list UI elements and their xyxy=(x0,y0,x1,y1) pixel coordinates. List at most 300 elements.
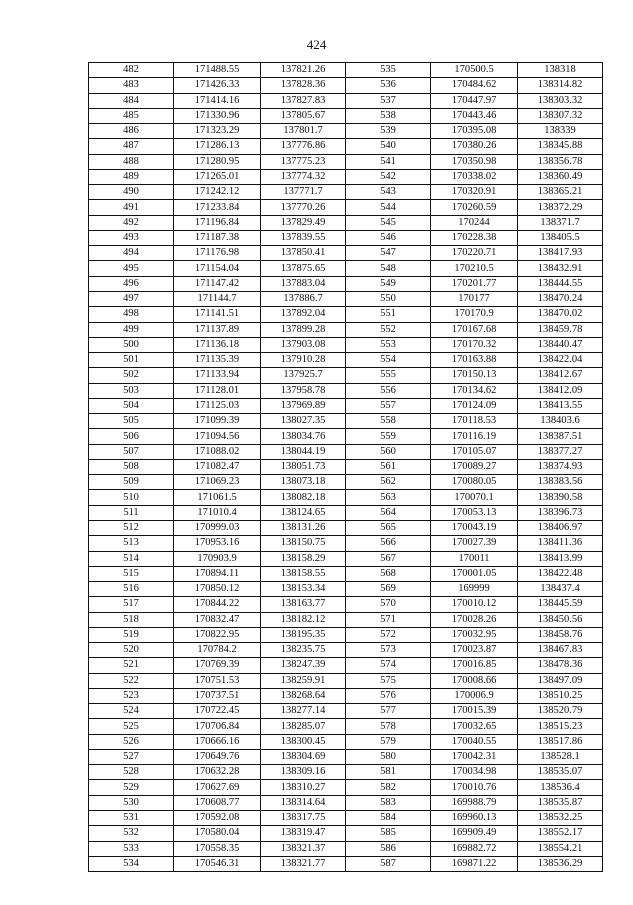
x-coordinate-cell: 170443.46 xyxy=(431,108,518,123)
coordinates-table xyxy=(88,62,603,872)
y-coordinate-cell: 137774.32 xyxy=(261,169,346,184)
point-number-cell: 509 xyxy=(89,475,174,490)
x-coordinate-cell: 170070.1 xyxy=(431,490,518,505)
table-row xyxy=(89,520,603,535)
x-coordinate-cell: 170124.09 xyxy=(431,398,518,413)
table-row xyxy=(89,322,603,337)
point-number-cell: 564 xyxy=(346,505,431,520)
point-number-cell: 495 xyxy=(89,261,174,276)
x-coordinate-cell: 171144.7 xyxy=(174,291,261,306)
table-row xyxy=(89,811,603,826)
table-row xyxy=(89,765,603,780)
table-row xyxy=(89,459,603,474)
y-coordinate-cell: 138470.02 xyxy=(518,307,603,322)
point-number-cell: 507 xyxy=(89,444,174,459)
point-number-cell: 519 xyxy=(89,627,174,642)
table-row xyxy=(89,383,603,398)
y-coordinate-cell: 137910.28 xyxy=(261,353,346,368)
y-coordinate-cell: 138304.69 xyxy=(261,749,346,764)
y-coordinate-cell: 137903.08 xyxy=(261,337,346,352)
y-coordinate-cell: 137883.04 xyxy=(261,276,346,291)
x-coordinate-cell: 171136.18 xyxy=(174,337,261,352)
point-number-cell: 506 xyxy=(89,429,174,444)
y-coordinate-cell: 138515.23 xyxy=(518,719,603,734)
page-number: 424 xyxy=(306,37,327,52)
x-coordinate-cell: 170484.62 xyxy=(431,78,518,93)
x-coordinate-cell: 170080.05 xyxy=(431,475,518,490)
x-coordinate-cell: 170751.53 xyxy=(174,673,261,688)
y-coordinate-cell: 138440.47 xyxy=(518,337,603,352)
point-number-cell: 518 xyxy=(89,612,174,627)
table-row xyxy=(89,368,603,383)
x-coordinate-cell: 170395.08 xyxy=(431,124,518,139)
x-coordinate-cell: 170043.19 xyxy=(431,520,518,535)
x-coordinate-cell: 171010.4 xyxy=(174,505,261,520)
table-row xyxy=(89,658,603,673)
x-coordinate-cell: 170953.16 xyxy=(174,536,261,551)
point-number-cell: 525 xyxy=(89,719,174,734)
point-number-cell: 483 xyxy=(89,78,174,93)
x-coordinate-cell: 170546.31 xyxy=(174,856,261,871)
table-row xyxy=(89,63,603,78)
y-coordinate-cell: 138535.07 xyxy=(518,765,603,780)
y-coordinate-cell: 137839.55 xyxy=(261,230,346,245)
point-number-cell: 514 xyxy=(89,551,174,566)
point-number-cell: 524 xyxy=(89,704,174,719)
point-number-cell: 585 xyxy=(346,826,431,841)
y-coordinate-cell: 138535.87 xyxy=(518,795,603,810)
point-number-cell: 574 xyxy=(346,658,431,673)
point-number-cell: 544 xyxy=(346,200,431,215)
y-coordinate-cell: 138478.36 xyxy=(518,658,603,673)
point-number-cell: 489 xyxy=(89,169,174,184)
y-coordinate-cell: 137899.28 xyxy=(261,322,346,337)
table-row xyxy=(89,154,603,169)
table-row xyxy=(89,566,603,581)
table-row xyxy=(89,475,603,490)
point-number-cell: 500 xyxy=(89,337,174,352)
x-coordinate-cell: 171414.16 xyxy=(174,93,261,108)
point-number-cell: 532 xyxy=(89,826,174,841)
x-coordinate-cell: 171137.89 xyxy=(174,322,261,337)
y-coordinate-cell: 138417.93 xyxy=(518,246,603,261)
point-number-cell: 565 xyxy=(346,520,431,535)
y-coordinate-cell: 138034.76 xyxy=(261,429,346,444)
y-coordinate-cell: 138413.99 xyxy=(518,551,603,566)
x-coordinate-cell: 171135.39 xyxy=(174,353,261,368)
point-number-cell: 545 xyxy=(346,215,431,230)
y-coordinate-cell: 137821.26 xyxy=(261,63,346,78)
x-coordinate-cell: 170028.26 xyxy=(431,612,518,627)
point-number-cell: 511 xyxy=(89,505,174,520)
point-number-cell: 555 xyxy=(346,368,431,383)
x-coordinate-cell: 170627.69 xyxy=(174,780,261,795)
x-coordinate-cell: 171141.51 xyxy=(174,307,261,322)
x-coordinate-cell: 171088.02 xyxy=(174,444,261,459)
y-coordinate-cell: 138195.35 xyxy=(261,627,346,642)
x-coordinate-cell: 170350.98 xyxy=(431,154,518,169)
y-coordinate-cell: 138321.37 xyxy=(261,841,346,856)
point-number-cell: 486 xyxy=(89,124,174,139)
y-coordinate-cell: 138027.35 xyxy=(261,414,346,429)
point-number-cell: 505 xyxy=(89,414,174,429)
y-coordinate-cell: 138470.24 xyxy=(518,291,603,306)
x-coordinate-cell: 170015.39 xyxy=(431,704,518,719)
point-number-cell: 499 xyxy=(89,322,174,337)
y-coordinate-cell: 138497.09 xyxy=(518,673,603,688)
y-coordinate-cell: 138374.93 xyxy=(518,459,603,474)
x-coordinate-cell: 170244 xyxy=(431,215,518,230)
x-coordinate-cell: 171082.47 xyxy=(174,459,261,474)
y-coordinate-cell: 138412.09 xyxy=(518,383,603,398)
table-row xyxy=(89,169,603,184)
y-coordinate-cell: 138412.67 xyxy=(518,368,603,383)
x-coordinate-cell: 170053.13 xyxy=(431,505,518,520)
y-coordinate-cell: 138532.25 xyxy=(518,811,603,826)
x-coordinate-cell: 170040.55 xyxy=(431,734,518,749)
y-coordinate-cell: 138124.65 xyxy=(261,505,346,520)
x-coordinate-cell: 170784.2 xyxy=(174,643,261,658)
point-number-cell: 567 xyxy=(346,551,431,566)
y-coordinate-cell: 138235.75 xyxy=(261,643,346,658)
point-number-cell: 533 xyxy=(89,841,174,856)
table-row xyxy=(89,719,603,734)
x-coordinate-cell: 170027.39 xyxy=(431,536,518,551)
table-row xyxy=(89,734,603,749)
x-coordinate-cell: 170118.53 xyxy=(431,414,518,429)
y-coordinate-cell: 138051.73 xyxy=(261,459,346,474)
x-coordinate-cell: 170320.91 xyxy=(431,185,518,200)
point-number-cell: 557 xyxy=(346,398,431,413)
point-number-cell: 566 xyxy=(346,536,431,551)
y-coordinate-cell: 137828.36 xyxy=(261,78,346,93)
point-number-cell: 530 xyxy=(89,795,174,810)
point-number-cell: 508 xyxy=(89,459,174,474)
y-coordinate-cell: 138413.55 xyxy=(518,398,603,413)
y-coordinate-cell: 138247.39 xyxy=(261,658,346,673)
point-number-cell: 488 xyxy=(89,154,174,169)
table-row xyxy=(89,353,603,368)
x-coordinate-cell: 170608.77 xyxy=(174,795,261,810)
y-coordinate-cell: 137776.86 xyxy=(261,139,346,154)
point-number-cell: 561 xyxy=(346,459,431,474)
x-coordinate-cell: 170163.88 xyxy=(431,353,518,368)
point-number-cell: 579 xyxy=(346,734,431,749)
y-coordinate-cell: 138536.29 xyxy=(518,856,603,871)
point-number-cell: 576 xyxy=(346,688,431,703)
x-coordinate-cell: 169999 xyxy=(431,582,518,597)
x-coordinate-cell: 170010.76 xyxy=(431,780,518,795)
point-number-cell: 549 xyxy=(346,276,431,291)
x-coordinate-cell: 170006.9 xyxy=(431,688,518,703)
y-coordinate-cell: 137892.04 xyxy=(261,307,346,322)
x-coordinate-cell: 171426.33 xyxy=(174,78,261,93)
y-coordinate-cell: 138450.56 xyxy=(518,612,603,627)
x-coordinate-cell: 170170.9 xyxy=(431,307,518,322)
y-coordinate-cell: 138158.55 xyxy=(261,566,346,581)
point-number-cell: 543 xyxy=(346,185,431,200)
y-coordinate-cell: 138396.73 xyxy=(518,505,603,520)
point-number-cell: 554 xyxy=(346,353,431,368)
x-coordinate-cell: 170089.27 xyxy=(431,459,518,474)
point-number-cell: 494 xyxy=(89,246,174,261)
x-coordinate-cell: 170177 xyxy=(431,291,518,306)
x-coordinate-cell: 170447.97 xyxy=(431,93,518,108)
point-number-cell: 485 xyxy=(89,108,174,123)
table-row xyxy=(89,337,603,352)
y-coordinate-cell: 138554.21 xyxy=(518,841,603,856)
x-coordinate-cell: 170032.65 xyxy=(431,719,518,734)
y-coordinate-cell: 138073.18 xyxy=(261,475,346,490)
y-coordinate-cell: 138432.91 xyxy=(518,261,603,276)
point-number-cell: 573 xyxy=(346,643,431,658)
point-number-cell: 491 xyxy=(89,200,174,215)
x-coordinate-cell: 170170.32 xyxy=(431,337,518,352)
y-coordinate-cell: 138314.64 xyxy=(261,795,346,810)
x-coordinate-cell: 170042.31 xyxy=(431,749,518,764)
y-coordinate-cell: 137827.83 xyxy=(261,93,346,108)
table-row xyxy=(89,108,603,123)
y-coordinate-cell: 137886.7 xyxy=(261,291,346,306)
y-coordinate-cell: 138403.6 xyxy=(518,414,603,429)
table-row xyxy=(89,246,603,261)
x-coordinate-cell: 169988.79 xyxy=(431,795,518,810)
x-coordinate-cell: 171265.01 xyxy=(174,169,261,184)
x-coordinate-cell: 171233.84 xyxy=(174,200,261,215)
point-number-cell: 490 xyxy=(89,185,174,200)
y-coordinate-cell: 138339 xyxy=(518,124,603,139)
y-coordinate-cell: 137771.7 xyxy=(261,185,346,200)
x-coordinate-cell: 170134.62 xyxy=(431,383,518,398)
x-coordinate-cell: 170722.45 xyxy=(174,704,261,719)
x-coordinate-cell: 170167.68 xyxy=(431,322,518,337)
x-coordinate-cell: 169909.49 xyxy=(431,826,518,841)
y-coordinate-cell: 138082.18 xyxy=(261,490,346,505)
point-number-cell: 541 xyxy=(346,154,431,169)
table-row xyxy=(89,490,603,505)
point-number-cell: 568 xyxy=(346,566,431,581)
y-coordinate-cell: 137829.49 xyxy=(261,215,346,230)
point-number-cell: 503 xyxy=(89,383,174,398)
point-number-cell: 527 xyxy=(89,749,174,764)
x-coordinate-cell: 170105.07 xyxy=(431,444,518,459)
y-coordinate-cell: 137850.41 xyxy=(261,246,346,261)
y-coordinate-cell: 138458.76 xyxy=(518,627,603,642)
y-coordinate-cell: 138307.32 xyxy=(518,108,603,123)
y-coordinate-cell: 138528.1 xyxy=(518,749,603,764)
x-coordinate-cell: 171242.12 xyxy=(174,185,261,200)
table-row xyxy=(89,307,603,322)
y-coordinate-cell: 138365.21 xyxy=(518,185,603,200)
point-number-cell: 534 xyxy=(89,856,174,871)
x-coordinate-cell: 170201.77 xyxy=(431,276,518,291)
point-number-cell: 531 xyxy=(89,811,174,826)
table-row xyxy=(89,398,603,413)
y-coordinate-cell: 138131.26 xyxy=(261,520,346,535)
table-row xyxy=(89,139,603,154)
y-coordinate-cell: 138459.78 xyxy=(518,322,603,337)
x-coordinate-cell: 171488.55 xyxy=(174,63,261,78)
y-coordinate-cell: 138536.4 xyxy=(518,780,603,795)
y-coordinate-cell: 138158.29 xyxy=(261,551,346,566)
point-number-cell: 536 xyxy=(346,78,431,93)
x-coordinate-cell: 170706.84 xyxy=(174,719,261,734)
point-number-cell: 546 xyxy=(346,230,431,245)
point-number-cell: 578 xyxy=(346,719,431,734)
y-coordinate-cell: 138259.91 xyxy=(261,673,346,688)
point-number-cell: 526 xyxy=(89,734,174,749)
table-row xyxy=(89,200,603,215)
x-coordinate-cell: 170769.39 xyxy=(174,658,261,673)
point-number-cell: 572 xyxy=(346,627,431,642)
table-row xyxy=(89,612,603,627)
point-number-cell: 581 xyxy=(346,765,431,780)
x-coordinate-cell: 171099.39 xyxy=(174,414,261,429)
y-coordinate-cell: 138552.17 xyxy=(518,826,603,841)
point-number-cell: 577 xyxy=(346,704,431,719)
x-coordinate-cell: 170001.05 xyxy=(431,566,518,581)
y-coordinate-cell: 138314.82 xyxy=(518,78,603,93)
point-number-cell: 502 xyxy=(89,368,174,383)
x-coordinate-cell: 170649.76 xyxy=(174,749,261,764)
point-number-cell: 560 xyxy=(346,444,431,459)
y-coordinate-cell: 138317.75 xyxy=(261,811,346,826)
point-number-cell: 516 xyxy=(89,582,174,597)
point-number-cell: 547 xyxy=(346,246,431,261)
table-row xyxy=(89,536,603,551)
table-row xyxy=(89,841,603,856)
x-coordinate-cell: 170011 xyxy=(431,551,518,566)
y-coordinate-cell: 138360.49 xyxy=(518,169,603,184)
y-coordinate-cell: 138387.51 xyxy=(518,429,603,444)
table-row xyxy=(89,643,603,658)
y-coordinate-cell: 138405.5 xyxy=(518,230,603,245)
x-coordinate-cell: 170850.12 xyxy=(174,582,261,597)
point-number-cell: 522 xyxy=(89,673,174,688)
point-number-cell: 496 xyxy=(89,276,174,291)
y-coordinate-cell: 138268.64 xyxy=(261,688,346,703)
x-coordinate-cell: 170016.85 xyxy=(431,658,518,673)
point-number-cell: 580 xyxy=(346,749,431,764)
x-coordinate-cell: 170822.95 xyxy=(174,627,261,642)
y-coordinate-cell: 138318 xyxy=(518,63,603,78)
table-row xyxy=(89,414,603,429)
table-row xyxy=(89,704,603,719)
table-row xyxy=(89,185,603,200)
point-number-cell: 570 xyxy=(346,597,431,612)
point-number-cell: 501 xyxy=(89,353,174,368)
y-coordinate-cell: 138277.14 xyxy=(261,704,346,719)
point-number-cell: 559 xyxy=(346,429,431,444)
point-number-cell: 551 xyxy=(346,307,431,322)
y-coordinate-cell: 138044.19 xyxy=(261,444,346,459)
x-coordinate-cell: 170034.98 xyxy=(431,765,518,780)
y-coordinate-cell: 138406.97 xyxy=(518,520,603,535)
x-coordinate-cell: 170010.12 xyxy=(431,597,518,612)
point-number-cell: 584 xyxy=(346,811,431,826)
x-coordinate-cell: 169882.72 xyxy=(431,841,518,856)
x-coordinate-cell: 171147.42 xyxy=(174,276,261,291)
x-coordinate-cell: 171069.23 xyxy=(174,475,261,490)
y-coordinate-cell: 138310.27 xyxy=(261,780,346,795)
x-coordinate-cell: 170023.87 xyxy=(431,643,518,658)
point-number-cell: 582 xyxy=(346,780,431,795)
point-number-cell: 487 xyxy=(89,139,174,154)
y-coordinate-cell: 138163.77 xyxy=(261,597,346,612)
y-coordinate-cell: 138383.56 xyxy=(518,475,603,490)
x-coordinate-cell: 170220.71 xyxy=(431,246,518,261)
y-coordinate-cell: 137801.7 xyxy=(261,124,346,139)
x-coordinate-cell: 171125.03 xyxy=(174,398,261,413)
x-coordinate-cell: 170894.11 xyxy=(174,566,261,581)
table-row xyxy=(89,444,603,459)
point-number-cell: 513 xyxy=(89,536,174,551)
x-coordinate-cell: 171187.38 xyxy=(174,230,261,245)
x-coordinate-cell: 170150.13 xyxy=(431,368,518,383)
point-number-cell: 482 xyxy=(89,63,174,78)
y-coordinate-cell: 138377.27 xyxy=(518,444,603,459)
table-row xyxy=(89,230,603,245)
table-row xyxy=(89,795,603,810)
x-coordinate-cell: 171286.13 xyxy=(174,139,261,154)
y-coordinate-cell: 138319.47 xyxy=(261,826,346,841)
x-coordinate-cell: 171330.96 xyxy=(174,108,261,123)
table-row xyxy=(89,673,603,688)
y-coordinate-cell: 138372.29 xyxy=(518,200,603,215)
point-number-cell: 563 xyxy=(346,490,431,505)
point-number-cell: 493 xyxy=(89,230,174,245)
x-coordinate-cell: 170632.28 xyxy=(174,765,261,780)
x-coordinate-cell: 171176.98 xyxy=(174,246,261,261)
point-number-cell: 521 xyxy=(89,658,174,673)
table-row xyxy=(89,688,603,703)
point-number-cell: 558 xyxy=(346,414,431,429)
table-row xyxy=(89,505,603,520)
x-coordinate-cell: 170116.19 xyxy=(431,429,518,444)
y-coordinate-cell: 137770.26 xyxy=(261,200,346,215)
x-coordinate-cell: 171094.56 xyxy=(174,429,261,444)
y-coordinate-cell: 138309.16 xyxy=(261,765,346,780)
x-coordinate-cell: 170380.26 xyxy=(431,139,518,154)
table-row xyxy=(89,124,603,139)
x-coordinate-cell: 170228.38 xyxy=(431,230,518,245)
x-coordinate-cell: 170737.51 xyxy=(174,688,261,703)
y-coordinate-cell: 138345.88 xyxy=(518,139,603,154)
point-number-cell: 553 xyxy=(346,337,431,352)
y-coordinate-cell: 138321.77 xyxy=(261,856,346,871)
point-number-cell: 586 xyxy=(346,841,431,856)
x-coordinate-cell: 171280.95 xyxy=(174,154,261,169)
point-number-cell: 548 xyxy=(346,261,431,276)
x-coordinate-cell: 170008.66 xyxy=(431,673,518,688)
table-row xyxy=(89,215,603,230)
y-coordinate-cell: 138303.32 xyxy=(518,93,603,108)
y-coordinate-cell: 138422.04 xyxy=(518,353,603,368)
point-number-cell: 583 xyxy=(346,795,431,810)
table-row xyxy=(89,78,603,93)
y-coordinate-cell: 138437.4 xyxy=(518,582,603,597)
y-coordinate-cell: 138371.7 xyxy=(518,215,603,230)
x-coordinate-cell: 170666.16 xyxy=(174,734,261,749)
point-number-cell: 523 xyxy=(89,688,174,703)
table-row xyxy=(89,261,603,276)
y-coordinate-cell: 138300.45 xyxy=(261,734,346,749)
x-coordinate-cell: 170558.35 xyxy=(174,841,261,856)
x-coordinate-cell: 169960.13 xyxy=(431,811,518,826)
table-row xyxy=(89,627,603,642)
y-coordinate-cell: 138390.58 xyxy=(518,490,603,505)
point-number-cell: 540 xyxy=(346,139,431,154)
